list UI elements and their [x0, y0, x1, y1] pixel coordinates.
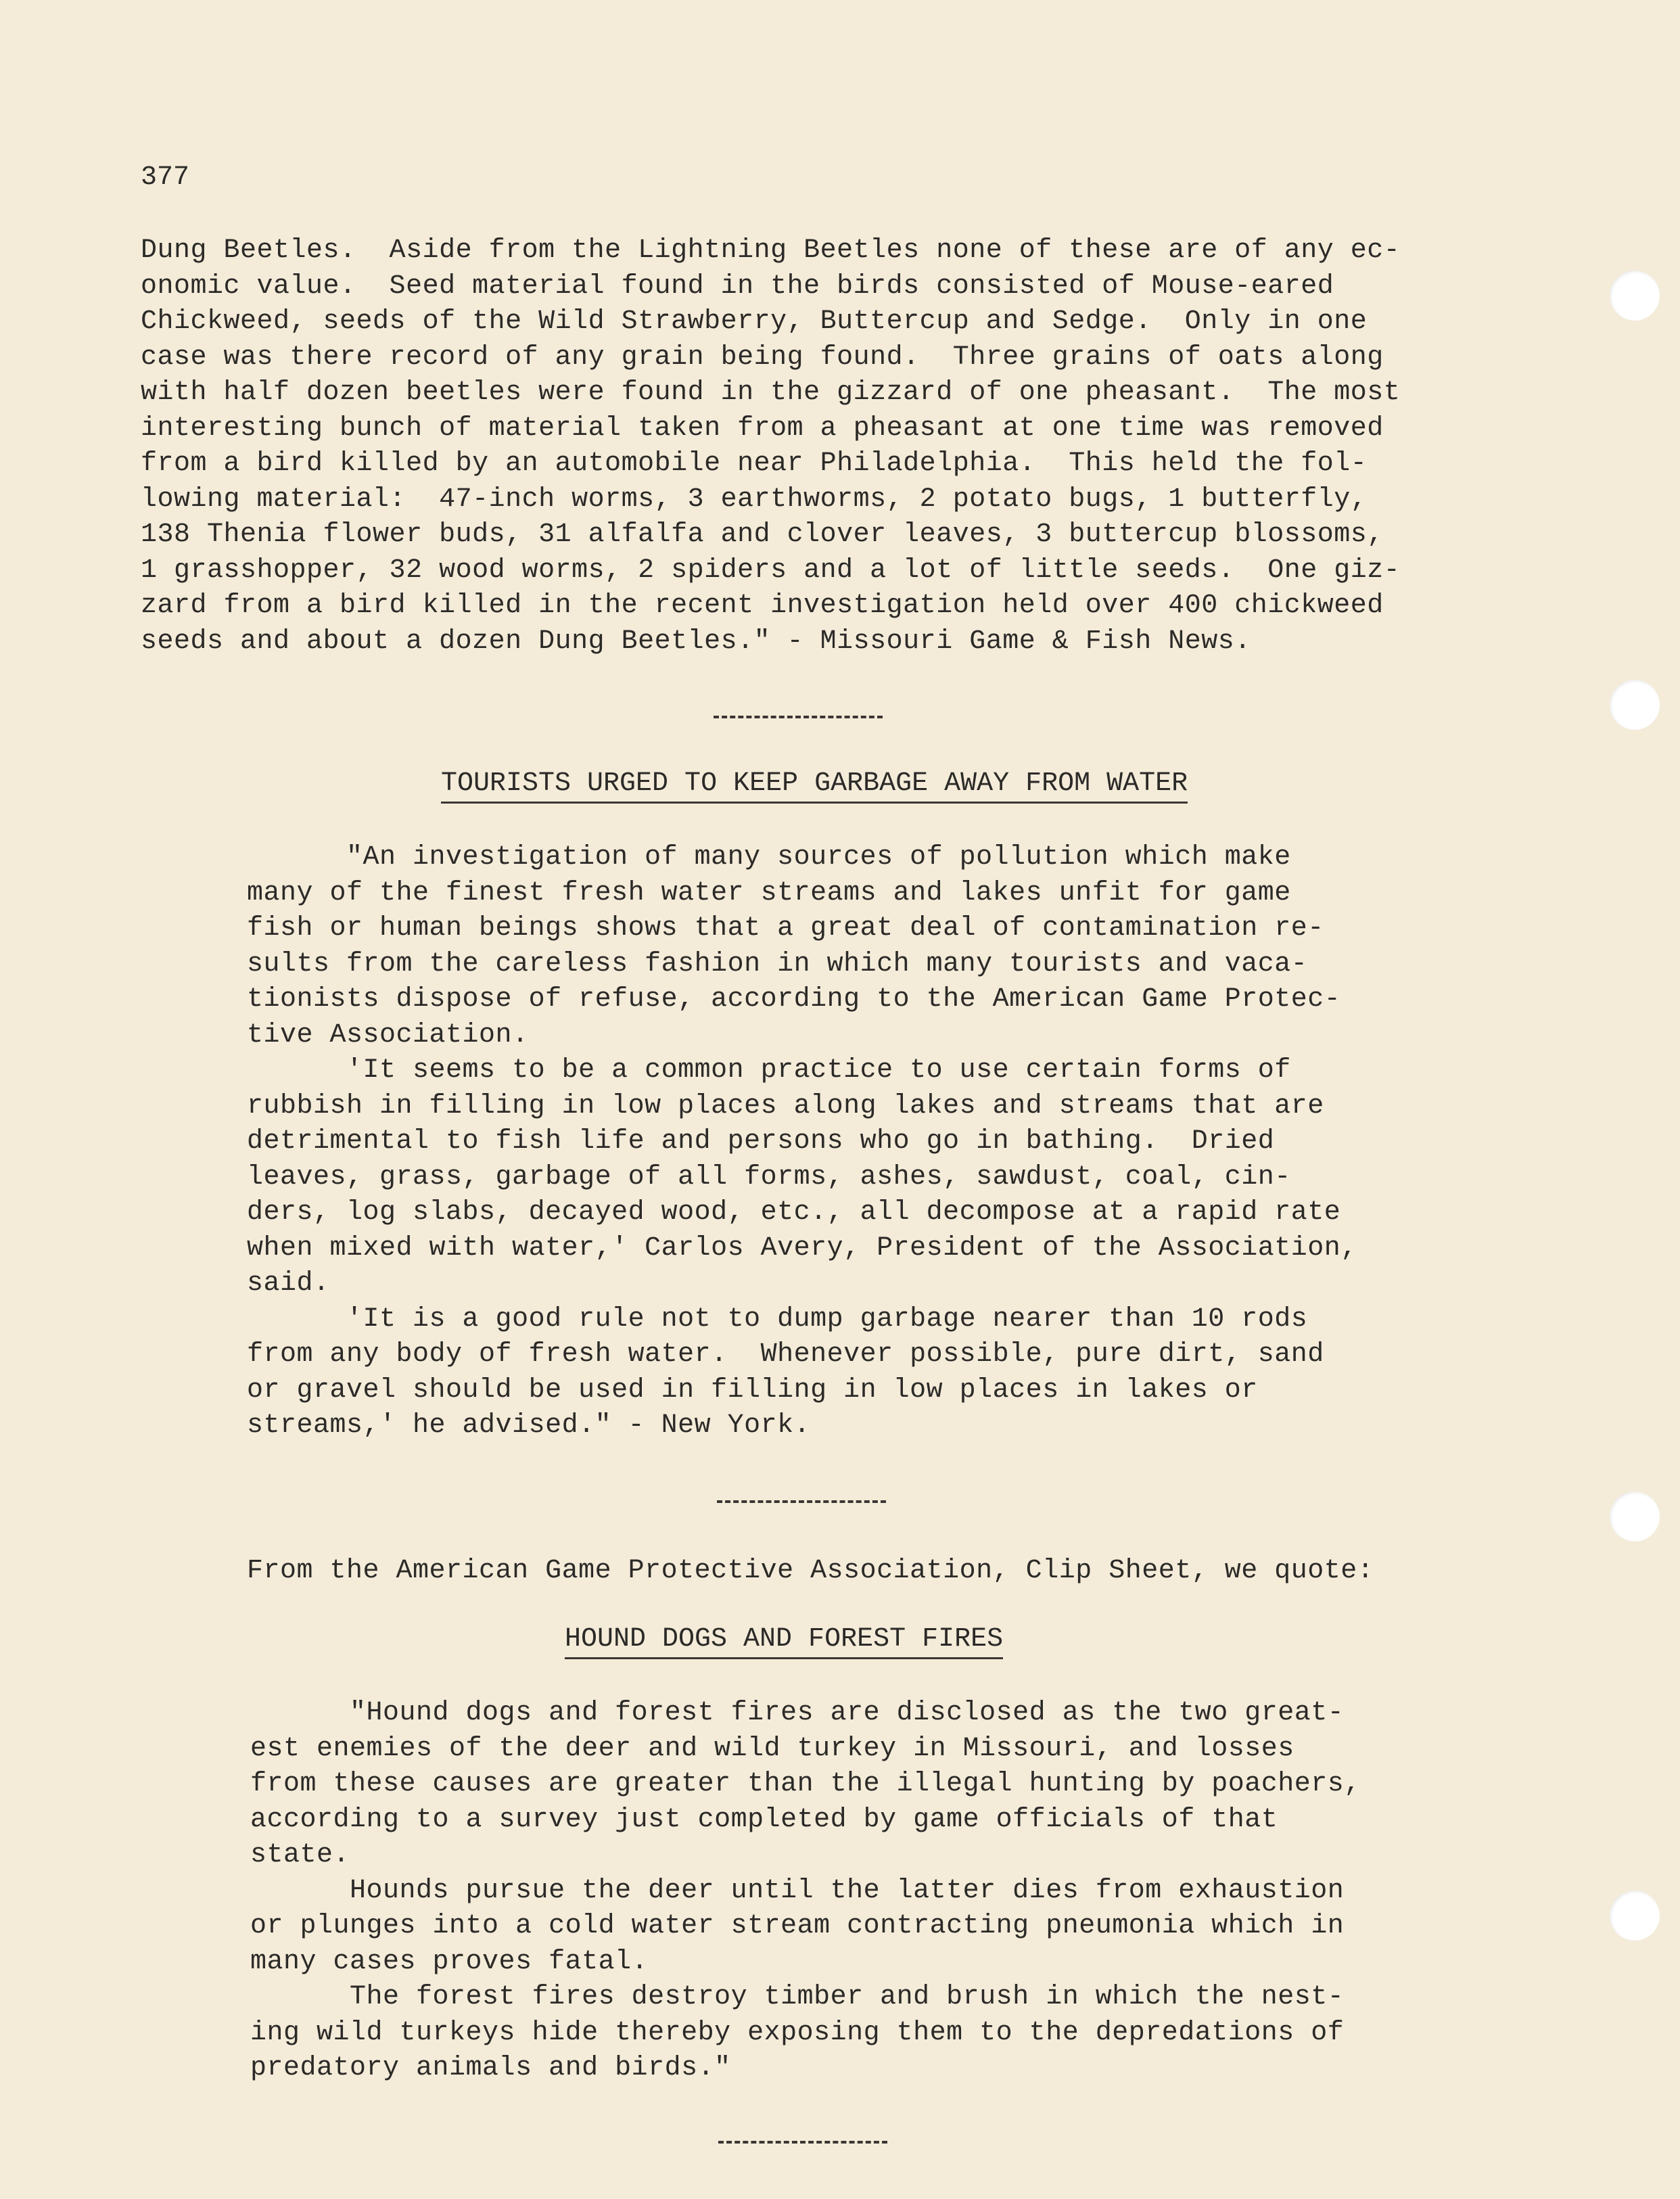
- tourists-line: detrimental to fish life and persons who go in bathing. Dried: [247, 1126, 1275, 1157]
- tourists-line: 'It seems to be a common practice to use certain forms of: [247, 1055, 1291, 1086]
- hounds-line: or plunges into a cold water stream contracting pneumonia which in: [250, 1911, 1345, 1941]
- hounds-line: predatory animals and birds.": [250, 2053, 731, 2083]
- tourists-article-text: [247, 840, 1357, 1444]
- tourists-line: ders, log slabs, decayed wood, etc., all decompose at a rapid rate: [247, 1197, 1341, 1228]
- hounds-line: Hounds pursue the deer until the latter dies from exhaustion: [250, 1875, 1345, 1906]
- tourists-line: sults from the careless fashion in which many tourists and vaca-: [247, 948, 1308, 979]
- tourists-line: tionists dispose of refuse, according to the American Game Protec-: [247, 984, 1341, 1015]
- tourists-heading: TOURISTS URGED TO KEEP GARBAGE AWAY FROM WATER: [441, 769, 1188, 804]
- intro-line: 1 grasshopper, 32 wood worms, 2 spiders and a lot of little seeds. One giz-: [141, 555, 1401, 586]
- binder-hole-3: [1610, 1491, 1660, 1542]
- hounds-line: ing wild turkeys hide thereby exposing them to the depredations of: [250, 2017, 1345, 2048]
- tourists-line: fish or human beings shows that a great deal of contamination re-: [247, 913, 1324, 944]
- tourists-line: when mixed with water,' Carlos Avery, President of the Association,: [247, 1232, 1357, 1264]
- tourists-line: streams,' he advised." - New York.: [247, 1410, 811, 1441]
- intro-line: interesting bunch of material taken from a pheasant at one time was removed: [141, 413, 1384, 444]
- hounds-heading: HOUND DOGS AND FOREST FIRES: [565, 1625, 1003, 1659]
- hounds-line: est enemies of the deer and wild turkey in Missouri, and losses: [250, 1733, 1294, 1764]
- hounds-line: many cases proves fatal.: [250, 1946, 649, 1977]
- hounds-line: state.: [250, 1840, 350, 1870]
- tourists-line: said.: [247, 1268, 330, 1299]
- section-divider-1: [714, 716, 883, 718]
- tourists-line: leaves, grass, garbage of all forms, ashes, sawdust, coal, cin-: [247, 1161, 1291, 1193]
- hounds-line: "Hound dogs and forest fires are disclosed as the two great-: [250, 1698, 1345, 1728]
- tourists-line: from any body of fresh water. Whenever possible, pure dirt, sand: [247, 1339, 1324, 1370]
- hounds-article-text: [250, 1696, 1361, 2087]
- intro-line: seeds and about a dozen Dung Beetles." - Missouri Game & Fish News.: [141, 626, 1251, 657]
- intro-line: lowing material: 47-inch worms, 3 earthworms, 2 potato bugs, 1 butterfly,: [141, 484, 1368, 515]
- intro-line: with half dozen beetles were found in the gizzard of one pheasant. The most: [141, 377, 1401, 408]
- page-number: 377: [141, 162, 190, 193]
- intro-line: Chickweed, seeds of the Wild Strawberry, Buttercup and Sedge. Only in one: [141, 306, 1368, 337]
- intro-line: zard from a bird killed in the recent investigation held over 400 chickweed: [141, 591, 1384, 621]
- intro-line: case was there record of any grain being found. Three grains of oats along: [141, 342, 1384, 373]
- section-divider-2: [717, 1500, 886, 1503]
- tourists-line: or gravel should be used in filling in low places in lakes or: [247, 1374, 1258, 1406]
- hounds-line: The forest fires destroy timber and brush in which the nest-: [250, 1982, 1345, 2012]
- hounds-line: according to a survey just completed by game officials of that: [250, 1804, 1278, 1835]
- binder-hole-1: [1610, 271, 1660, 321]
- intro-line: onomic value. Seed material found in the birds consisted of Mouse-eared: [141, 271, 1334, 302]
- section-divider-3: [718, 2141, 887, 2144]
- intro-line: from a bird killed by an automobile near Philadelphia. This held the fol-: [141, 448, 1368, 479]
- tourists-line: 'It is a good rule not to dump garbage nearer than 10 rods: [247, 1303, 1308, 1335]
- tourists-line: tive Association.: [247, 1019, 529, 1050]
- intro-line: 138 Thenia flower buds, 31 alfalfa and clover leaves, 3 buttercup blossoms,: [141, 519, 1384, 550]
- binder-hole-4: [1610, 1891, 1660, 1941]
- clip-sheet-intro: From the American Game Protective Association, Clip Sheet, we quote:: [247, 1556, 1374, 1586]
- intro-continuation-text: [141, 233, 1400, 659]
- tourists-line: many of the finest fresh water streams and lakes unfit for game: [247, 877, 1291, 908]
- binder-hole-2: [1610, 680, 1660, 730]
- tourists-line: "An investigation of many sources of pollution which make: [247, 842, 1291, 873]
- hounds-line: from these causes are greater than the illegal hunting by poachers,: [250, 1769, 1361, 1799]
- tourists-line: rubbish in filling in low places along lakes and streams that are: [247, 1090, 1324, 1121]
- intro-line: Dung Beetles. Aside from the Lightning Beetles none of these are of any ec-: [141, 235, 1401, 266]
